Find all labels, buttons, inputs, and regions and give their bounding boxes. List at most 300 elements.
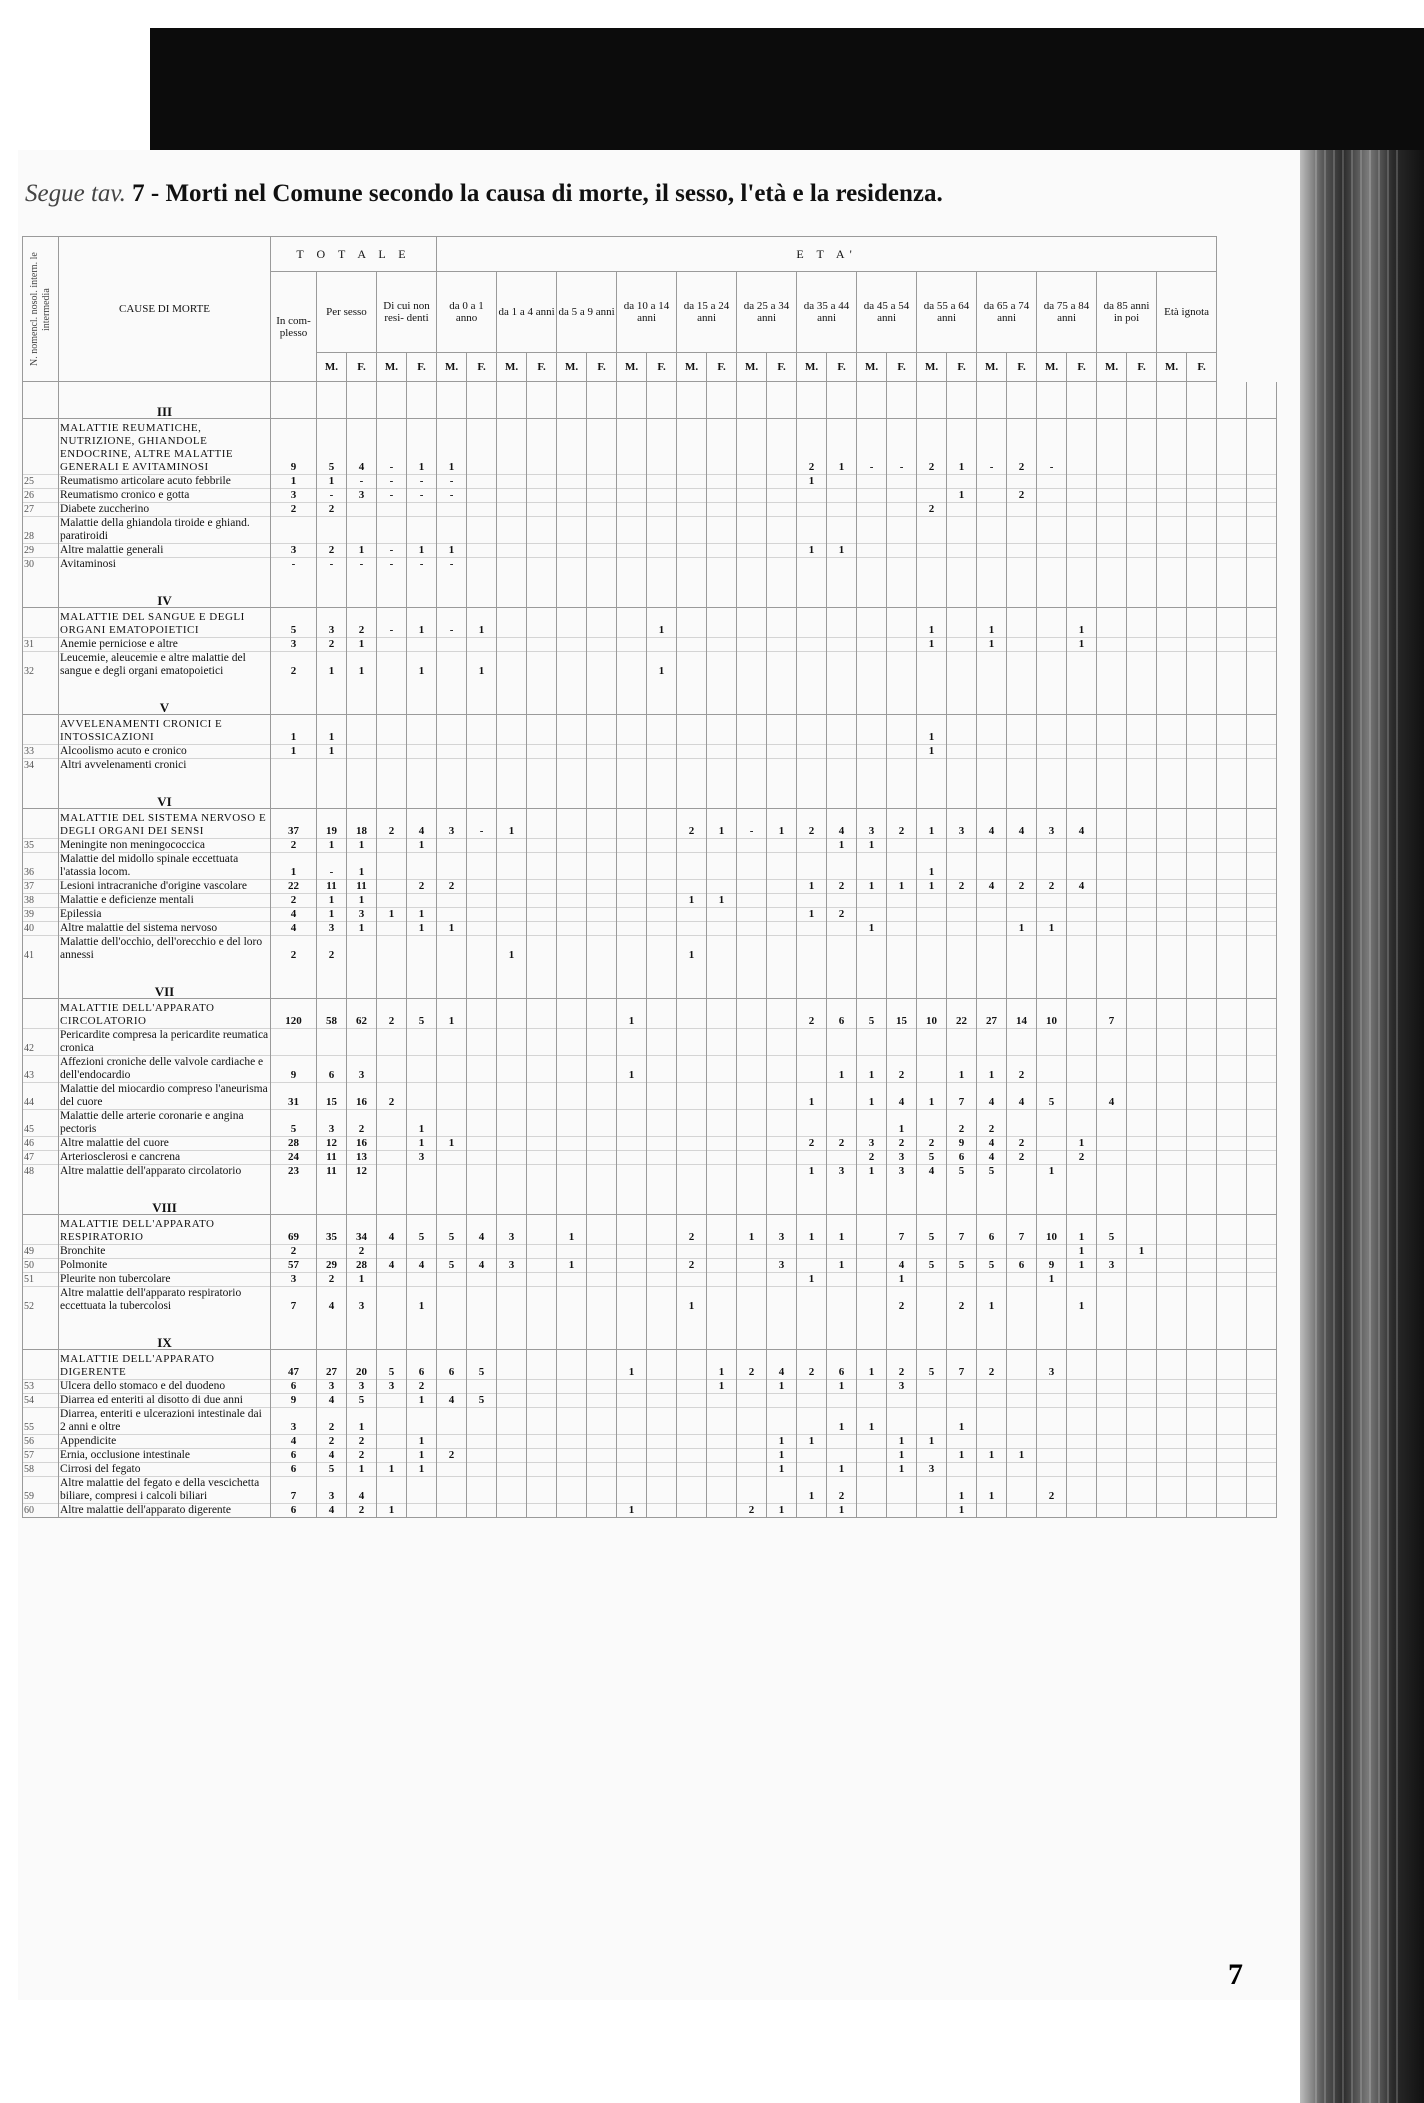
value-cell [1007, 1273, 1037, 1287]
value-cell [767, 419, 797, 475]
value-cell [527, 1504, 557, 1518]
value-cell [1217, 475, 1247, 489]
value-cell [587, 1215, 617, 1245]
value-cell [587, 809, 617, 839]
value-cell [947, 853, 977, 880]
value-cell [977, 517, 1007, 544]
value-cell: 5 [467, 1394, 497, 1408]
value-cell [677, 1056, 707, 1083]
value-cell [1217, 1056, 1247, 1083]
value-cell [527, 608, 557, 638]
value-cell: 5 [917, 1350, 947, 1380]
value-cell [467, 544, 497, 558]
value-cell [737, 1408, 767, 1435]
empty-cell [947, 962, 977, 999]
value-cell [1247, 1380, 1277, 1394]
value-cell: 1 [271, 715, 317, 745]
value-cell [1127, 922, 1157, 936]
value-cell: 5 [467, 1350, 497, 1380]
empty-cell [437, 962, 467, 999]
value-cell [827, 503, 857, 517]
empty-cell [647, 678, 677, 715]
value-cell: 2 [947, 1110, 977, 1137]
value-cell [1097, 1245, 1127, 1259]
value-cell [587, 1408, 617, 1435]
value-cell [587, 880, 617, 894]
value-cell: 16 [347, 1083, 377, 1110]
value-cell [527, 839, 557, 853]
value-cell [947, 558, 977, 572]
value-cell [977, 1463, 1007, 1477]
value-cell [1247, 1350, 1277, 1380]
value-cell [617, 1029, 647, 1056]
value-cell [827, 936, 857, 963]
value-cell [887, 1477, 917, 1504]
empty-cell [1247, 382, 1277, 419]
male-header: M. [857, 353, 887, 382]
value-cell [1097, 1151, 1127, 1165]
value-cell: 1 [827, 1408, 857, 1435]
value-cell [1067, 1449, 1097, 1463]
value-cell: - [317, 558, 347, 572]
empty-cell [347, 678, 377, 715]
value-cell [737, 745, 767, 759]
value-cell [1097, 894, 1127, 908]
value-cell: 34 [347, 1215, 377, 1245]
value-cell [497, 1151, 527, 1165]
value-cell [1247, 1463, 1277, 1477]
value-cell: 29 [317, 1259, 347, 1273]
empty-cell [467, 772, 497, 809]
value-cell [1247, 1449, 1277, 1463]
value-cell [587, 475, 617, 489]
value-cell [1187, 839, 1217, 853]
value-cell [647, 894, 677, 908]
value-cell [1007, 759, 1037, 773]
value-cell [1127, 1477, 1157, 1504]
value-cell [1037, 839, 1067, 853]
value-cell [827, 652, 857, 679]
value-cell [707, 1273, 737, 1287]
value-cell: 1 [917, 880, 947, 894]
nomenclature-number: 52 [23, 1287, 59, 1314]
value-cell [1097, 652, 1127, 679]
table-row [23, 1449, 1277, 1463]
non-residenti-header: Di cui non resi- denti [377, 272, 437, 353]
value-cell [1067, 1504, 1097, 1518]
value-cell [737, 558, 767, 572]
value-cell [647, 489, 677, 503]
value-cell [827, 1110, 857, 1137]
value-cell [797, 1151, 827, 1165]
value-cell: 1 [797, 880, 827, 894]
cause-label: Altre malattie generali [59, 544, 271, 558]
value-cell [707, 715, 737, 745]
value-cell [1037, 1463, 1067, 1477]
value-cell: 14 [1007, 999, 1037, 1029]
value-cell [797, 1463, 827, 1477]
section-heading-row [23, 772, 1277, 809]
value-cell [407, 1408, 437, 1435]
value-cell [1187, 608, 1217, 638]
value-cell [1067, 1083, 1097, 1110]
value-cell [1127, 1435, 1157, 1449]
value-cell [737, 908, 767, 922]
value-cell [707, 1029, 737, 1056]
value-cell [827, 1029, 857, 1056]
section-numeral: VII [59, 962, 271, 999]
value-cell [737, 608, 767, 638]
empty-cell [827, 571, 857, 608]
value-cell [1067, 853, 1097, 880]
value-cell [977, 759, 1007, 773]
value-cell [377, 745, 407, 759]
value-cell [347, 759, 377, 773]
empty-cell [977, 571, 1007, 608]
value-cell [1157, 1504, 1187, 1518]
value-cell: 5 [977, 1165, 1007, 1179]
value-cell: - [377, 608, 407, 638]
value-cell: 5 [317, 1463, 347, 1477]
nomenclature-number: 45 [23, 1110, 59, 1137]
value-cell [947, 936, 977, 963]
value-cell [677, 1137, 707, 1151]
empty-cell [857, 571, 887, 608]
value-cell: 1 [1067, 1259, 1097, 1273]
value-cell: 4 [1097, 1083, 1127, 1110]
value-cell: 1 [467, 608, 497, 638]
empty-cell [527, 1178, 557, 1215]
value-cell [497, 652, 527, 679]
empty-cell [317, 678, 347, 715]
value-cell [1247, 1165, 1277, 1179]
value-cell [797, 558, 827, 572]
value-cell [1037, 894, 1067, 908]
value-cell [1097, 1408, 1127, 1435]
value-cell [827, 608, 857, 638]
value-cell [1127, 1259, 1157, 1273]
empty-cell [767, 772, 797, 809]
value-cell [587, 894, 617, 908]
value-cell: - [317, 853, 347, 880]
male-header: M. [1097, 353, 1127, 382]
value-cell [677, 1165, 707, 1179]
table-row [23, 1408, 1277, 1435]
value-cell: 2 [1037, 880, 1067, 894]
value-cell [1217, 745, 1247, 759]
value-cell [557, 638, 587, 652]
value-cell [497, 1273, 527, 1287]
value-cell: 6 [437, 1350, 467, 1380]
value-cell [647, 839, 677, 853]
value-cell [527, 853, 557, 880]
female-header: F. [1007, 353, 1037, 382]
value-cell [1037, 1151, 1067, 1165]
value-cell [1187, 1165, 1217, 1179]
value-cell [1187, 475, 1217, 489]
value-cell [1097, 745, 1127, 759]
empty-cell [827, 1178, 857, 1215]
value-cell [557, 1394, 587, 1408]
value-cell [377, 1408, 407, 1435]
value-cell [617, 880, 647, 894]
value-cell: 2 [677, 809, 707, 839]
value-cell: 1 [407, 1449, 437, 1463]
value-cell [1097, 544, 1127, 558]
value-cell [977, 475, 1007, 489]
cause-label: Pleurite non tubercolare [59, 1273, 271, 1287]
value-cell [317, 1029, 347, 1056]
value-cell [497, 759, 527, 773]
value-cell [887, 922, 917, 936]
empty-cell [677, 678, 707, 715]
value-cell [497, 853, 527, 880]
value-cell [647, 745, 677, 759]
value-cell: 5 [271, 608, 317, 638]
value-cell [1247, 715, 1277, 745]
table-row [23, 894, 1277, 908]
value-cell: 2 [827, 1137, 857, 1151]
value-cell [647, 1165, 677, 1179]
value-cell [947, 715, 977, 745]
value-cell [767, 894, 797, 908]
empty-cell [1157, 962, 1187, 999]
value-cell [1217, 1151, 1247, 1165]
value-cell: 2 [797, 419, 827, 475]
value-cell [647, 1350, 677, 1380]
value-cell [887, 853, 917, 880]
value-cell: 1 [437, 999, 467, 1029]
value-cell: 1 [887, 1463, 917, 1477]
value-cell: 4 [317, 1394, 347, 1408]
empty-cell [407, 1178, 437, 1215]
value-cell [977, 894, 1007, 908]
cause-label: Altre malattie del sistema nervoso [59, 922, 271, 936]
nomenclature-number: 41 [23, 936, 59, 963]
value-cell [707, 1151, 737, 1165]
value-cell: 4 [767, 1350, 797, 1380]
value-cell: 5 [317, 419, 347, 475]
value-cell [767, 503, 797, 517]
value-cell: 1 [857, 1165, 887, 1179]
table-row [23, 1504, 1277, 1518]
value-cell [527, 1215, 557, 1245]
value-cell: - [377, 489, 407, 503]
value-cell [1007, 1287, 1037, 1314]
empty-cell [407, 772, 437, 809]
value-cell [407, 853, 437, 880]
value-cell: 58 [317, 999, 347, 1029]
value-cell: 2 [947, 1287, 977, 1314]
value-cell [467, 1273, 497, 1287]
age-group-header: da 85 anni in poi [1097, 272, 1157, 353]
value-cell [857, 715, 887, 745]
value-cell [797, 1245, 827, 1259]
value-cell [377, 1151, 407, 1165]
value-cell [707, 1463, 737, 1477]
value-cell [767, 922, 797, 936]
value-cell [557, 908, 587, 922]
value-cell: 2 [1007, 1151, 1037, 1165]
value-cell [1097, 1449, 1127, 1463]
value-cell: 13 [347, 1151, 377, 1165]
value-cell [617, 936, 647, 963]
value-cell: 6 [827, 1350, 857, 1380]
value-cell [677, 1350, 707, 1380]
value-cell [1067, 715, 1097, 745]
empty-cell [887, 678, 917, 715]
value-cell: 6 [317, 1056, 347, 1083]
value-cell [587, 1350, 617, 1380]
value-cell [1037, 558, 1067, 572]
value-cell: 62 [347, 999, 377, 1029]
nomenclature-number: 32 [23, 652, 59, 679]
empty-cell [467, 571, 497, 608]
value-cell: 1 [707, 1380, 737, 1394]
value-cell: 3 [767, 1215, 797, 1245]
table-row [23, 759, 1277, 773]
value-cell [1187, 558, 1217, 572]
cause-label: AVVELENAMENTI CRONICI E INTOSSICAZIONI [59, 715, 271, 745]
value-cell: - [437, 558, 467, 572]
empty-cell [557, 1178, 587, 1215]
value-cell [497, 715, 527, 745]
value-cell [977, 745, 1007, 759]
value-cell [707, 1435, 737, 1449]
empty-cell [587, 1313, 617, 1350]
value-cell: 1 [917, 809, 947, 839]
value-cell [1037, 608, 1067, 638]
nomenclature-number: 38 [23, 894, 59, 908]
empty-cell [1187, 571, 1217, 608]
value-cell [647, 1463, 677, 1477]
value-cell [677, 1504, 707, 1518]
cause-label: Avitaminosi [59, 558, 271, 572]
value-cell [1067, 503, 1097, 517]
value-cell [1007, 638, 1037, 652]
nomenclature-number: 58 [23, 1463, 59, 1477]
value-cell [1247, 1245, 1277, 1259]
value-cell: - [437, 475, 467, 489]
value-cell [467, 839, 497, 853]
value-cell [857, 1380, 887, 1394]
age-group-header: da 55 a 64 anni [917, 272, 977, 353]
value-cell [737, 1394, 767, 1408]
value-cell [557, 489, 587, 503]
value-cell: 3 [887, 1151, 917, 1165]
cause-label: Pericardite compresa la pericardite reumatica cronica [59, 1029, 271, 1056]
value-cell: 15 [317, 1083, 347, 1110]
value-cell [1217, 503, 1247, 517]
value-cell: 2 [917, 503, 947, 517]
empty-cell [767, 962, 797, 999]
value-cell [827, 475, 857, 489]
value-cell [587, 1083, 617, 1110]
value-cell: 5 [347, 1394, 377, 1408]
value-cell [377, 1273, 407, 1287]
empty-cell [407, 962, 437, 999]
value-cell [407, 715, 437, 745]
empty-cell [1007, 962, 1037, 999]
value-cell [557, 1110, 587, 1137]
empty-cell [1037, 772, 1067, 809]
value-cell [1127, 759, 1157, 773]
value-cell [1187, 853, 1217, 880]
value-cell [1217, 419, 1247, 475]
value-cell: 1 [377, 1504, 407, 1518]
value-cell [707, 608, 737, 638]
empty-cell [977, 772, 1007, 809]
value-cell [271, 517, 317, 544]
value-cell [407, 1165, 437, 1179]
cause-label: Altre malattie dell'apparato circolatorio [59, 1165, 271, 1179]
value-cell [1067, 894, 1097, 908]
value-cell [467, 759, 497, 773]
value-cell [647, 544, 677, 558]
value-cell [617, 558, 647, 572]
value-cell: 3 [271, 1408, 317, 1435]
value-cell [677, 489, 707, 503]
value-cell [767, 1245, 797, 1259]
value-cell: 2 [677, 1215, 707, 1245]
value-cell [647, 503, 677, 517]
male-header: M. [377, 353, 407, 382]
value-cell [1127, 1380, 1157, 1394]
table-row [23, 1287, 1277, 1314]
male-header: M. [557, 353, 587, 382]
value-cell: 1 [827, 839, 857, 853]
female-header: F. [347, 353, 377, 382]
value-cell [1247, 880, 1277, 894]
nomenclature-number: 34 [23, 759, 59, 773]
value-cell [497, 638, 527, 652]
value-cell [1037, 489, 1067, 503]
value-cell [1187, 1151, 1217, 1165]
value-cell [947, 1245, 977, 1259]
value-cell [557, 922, 587, 936]
value-cell [347, 745, 377, 759]
value-cell [767, 1029, 797, 1056]
value-cell: 2 [737, 1350, 767, 1380]
value-cell [647, 1151, 677, 1165]
value-cell [1217, 489, 1247, 503]
value-cell [1037, 1056, 1067, 1083]
empty-cell [557, 962, 587, 999]
value-cell [647, 1259, 677, 1273]
value-cell [647, 809, 677, 839]
value-cell: 1 [977, 1477, 1007, 1504]
value-cell [1007, 1029, 1037, 1056]
value-cell [497, 1110, 527, 1137]
value-cell: 11 [317, 1151, 347, 1165]
value-cell [1187, 419, 1217, 475]
empty-cell [1187, 1178, 1217, 1215]
value-cell [827, 759, 857, 773]
value-cell [1247, 652, 1277, 679]
value-cell [1187, 1350, 1217, 1380]
value-cell [797, 1394, 827, 1408]
value-cell [437, 1287, 467, 1314]
table-row [23, 839, 1277, 853]
value-cell: 1 [677, 1287, 707, 1314]
value-cell [1127, 503, 1157, 517]
value-cell [587, 715, 617, 745]
value-cell: 1 [347, 894, 377, 908]
value-cell [617, 839, 647, 853]
value-cell [497, 908, 527, 922]
value-cell [467, 1137, 497, 1151]
value-cell [947, 1273, 977, 1287]
